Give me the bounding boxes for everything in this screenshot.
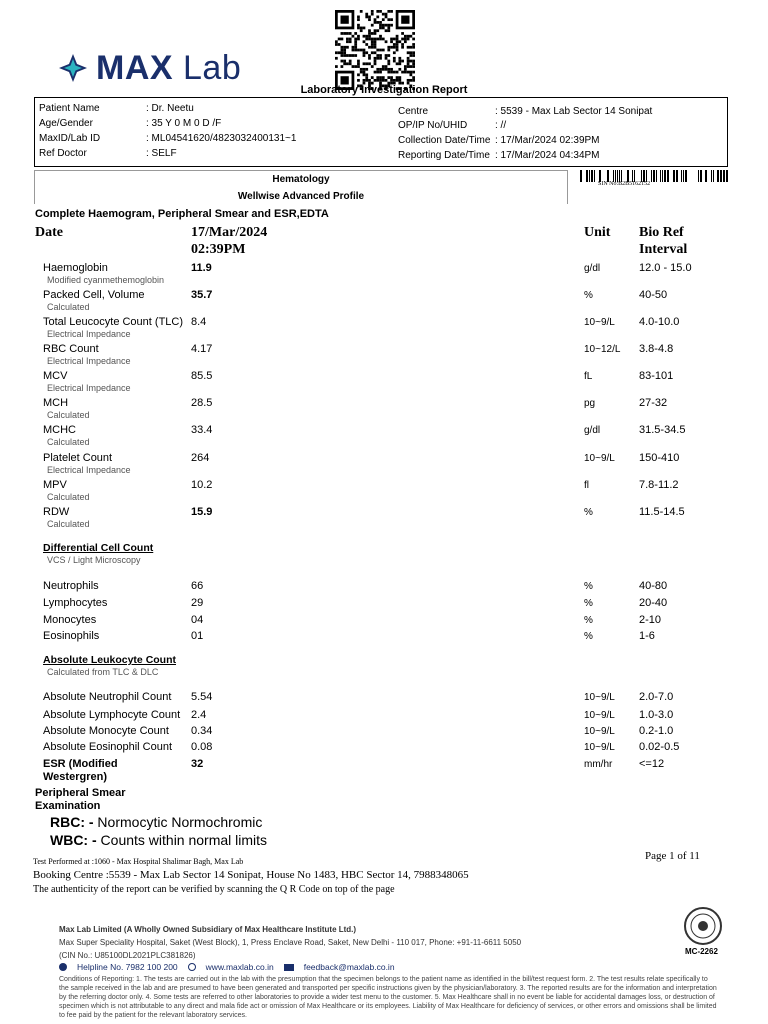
diff-name: Eosinophils xyxy=(43,630,100,642)
department-title: Hematology xyxy=(272,174,330,185)
company-address: Max Super Speciality Hospital, Saket (West Block), 1, Press Enclave Road, Saket, New Delhi - 110 017, Phone: +91-11-6611 5050 xyxy=(59,938,522,947)
company-cin: (CIN No.: U85100DL2021PLC381826) xyxy=(59,951,196,960)
mail-icon xyxy=(284,964,294,971)
test-ref: 40-50 xyxy=(639,289,668,301)
test-name: MCV xyxy=(43,370,68,382)
test-value: 28.5 xyxy=(191,397,213,409)
test-name: Platelet Count xyxy=(43,452,113,464)
abs-name: Absolute Lymphocyte Count xyxy=(43,709,181,721)
test-ref: 27-32 xyxy=(639,397,668,409)
test-unit: fL xyxy=(584,371,593,382)
collection-label: Collection Date/Time xyxy=(398,135,491,146)
diff-value: 04 xyxy=(191,614,204,626)
diff-value: 29 xyxy=(191,597,204,609)
differential-title: Differential Cell Count xyxy=(43,542,154,554)
department-header xyxy=(34,170,568,204)
test-ref: 4.0-10.0 xyxy=(639,316,680,328)
abs-name: Absolute Neutrophil Count xyxy=(43,691,172,703)
qr-code-icon xyxy=(335,10,415,90)
opip-value: : // xyxy=(495,120,507,131)
age-gender-value: : 35 Y 0 M 0 D /F xyxy=(146,118,222,129)
booking-centre: Booking Centre :5539 - Max Lab Sector 14 Sonipat, House No 1483, HBC Sector 14, 7988348065 xyxy=(33,869,469,881)
test-unit: % xyxy=(584,507,593,518)
abs-unit: 10~9/L xyxy=(584,742,615,753)
ref-doctor-value: : SELF xyxy=(146,148,177,159)
esr-name-line2: Westergren) xyxy=(43,771,107,783)
test-name: Haemoglobin xyxy=(43,262,108,274)
collection-value: : 17/Mar/2024 02:39PM xyxy=(495,135,600,146)
test-value: 33.4 xyxy=(191,424,213,436)
abs-ref: 2.0-7.0 xyxy=(639,691,674,703)
absolute-method: Calculated from TLC & DLC xyxy=(47,667,159,677)
col-ref-2: Interval xyxy=(639,242,688,257)
esr-value: 32 xyxy=(191,758,204,770)
test-ref: 12.0 - 15.0 xyxy=(639,262,692,274)
smear-rbc-value: Normocytic Normochromic xyxy=(93,814,263,830)
profile-title: Wellwise Advanced Profile xyxy=(237,191,365,202)
reporting-label: Reporting Date/Time xyxy=(398,150,490,161)
test-method: Calculated xyxy=(47,437,90,447)
smear-wbc-label: WBC: - xyxy=(50,832,97,848)
test-unit: 10~9/L xyxy=(584,317,615,328)
test-method: Modified cyanmethemoglobin xyxy=(47,275,165,285)
test-performed-at: Test Performed at :1060 - Max Hospital Shalimar Bagh, Max Lab xyxy=(33,857,244,866)
col-unit: Unit xyxy=(584,225,611,240)
test-value: 10.2 xyxy=(191,479,213,491)
abs-value: 2.4 xyxy=(191,709,207,721)
test-ref: 150-410 xyxy=(639,452,680,464)
helpline[interactable]: Helpline No. 7982 100 200 xyxy=(77,962,178,972)
test-ref: 11.5-14.5 xyxy=(639,506,685,518)
esr-unit: mm/hr xyxy=(584,759,613,770)
sin-number: SIN No:B2B5162152 xyxy=(598,181,651,187)
diff-unit: % xyxy=(584,581,593,592)
website-link[interactable]: www.maxlab.co.in xyxy=(205,962,274,972)
col-ref-1: Bio Ref xyxy=(639,225,684,240)
smear-rbc-label: RBC: - xyxy=(50,814,94,830)
test-name: Total Leucocyte Count (TLC) xyxy=(43,316,184,328)
smear-rbc xyxy=(50,814,262,830)
test-method: Electrical Impedance xyxy=(47,383,131,393)
abs-ref: 0.02-0.5 xyxy=(639,741,680,753)
diff-ref: 40-80 xyxy=(639,580,668,592)
diff-unit: % xyxy=(584,615,593,626)
maxid-value: : ML04541620/4823032400131~1 xyxy=(146,133,297,144)
patient-info-box xyxy=(34,97,728,167)
abs-ref: 1.0-3.0 xyxy=(639,709,674,721)
test-value: 35.7 xyxy=(191,289,213,301)
abs-ref: 0.2-1.0 xyxy=(639,725,674,737)
test-name: MCHC xyxy=(43,424,76,436)
test-name: RDW xyxy=(43,506,70,518)
test-method: Calculated xyxy=(47,492,90,502)
smear-wbc-value: Counts within normal limits xyxy=(96,832,268,848)
test-unit: % xyxy=(584,290,593,301)
test-method: Electrical Impedance xyxy=(47,465,131,475)
absolute-title: Absolute Leukocyte Count xyxy=(43,654,177,666)
test-unit: g/dl xyxy=(584,425,601,436)
patient-name-label: Patient Name xyxy=(39,103,100,114)
test-method: Electrical Impedance xyxy=(47,356,131,366)
abs-value: 5.54 xyxy=(191,691,213,703)
diff-unit: % xyxy=(584,631,593,642)
col-time-value: 02:39PM xyxy=(191,242,246,257)
test-value: 8.4 xyxy=(191,316,207,328)
email-link[interactable]: feedback@maxlab.co.in xyxy=(303,962,395,972)
test-value: 11.9 xyxy=(191,262,212,274)
reporting-value: : 17/Mar/2024 04:34PM xyxy=(495,150,600,161)
smear-wbc xyxy=(50,832,267,848)
esr-ref: <=12 xyxy=(639,758,665,770)
test-name: MPV xyxy=(43,479,67,491)
test-method: Calculated xyxy=(47,410,90,420)
contact-bar xyxy=(59,962,395,972)
test-name: Packed Cell, Volume xyxy=(43,289,145,301)
diff-unit: % xyxy=(584,598,593,609)
opip-label: OP/IP No/UHID xyxy=(398,120,468,131)
page-number: Page 1 of 11 xyxy=(645,850,700,862)
smear-title-line2: Examination xyxy=(35,800,101,812)
diff-name: Monocytes xyxy=(43,614,97,626)
test-value: 4.17 xyxy=(191,343,213,355)
test-value: 264 xyxy=(191,452,210,464)
section-title: Complete Haemogram, Peripheral Smear and ESR,EDTA xyxy=(35,208,329,220)
mc-number: MC-2262 xyxy=(685,947,718,956)
test-name: RBC Count xyxy=(43,343,99,355)
test-ref: 83-101 xyxy=(639,370,674,382)
test-ref: 31.5-34.5 xyxy=(639,424,686,436)
conditions-of-reporting: Conditions of Reporting: 1. The tests are carried out in the lab with the presumption that the specimen belongs to the patient name as identified in the bill/test request form. 2. The test results relate specifically to the sample received in the lab and are presumed to have been generated and transported per specific instructions given by the physician/laboratory. 3. The reported results are for the information and interpretation by the referring doctor only. 4. Some tests are referred to other laboratories to provide a wider test menu to the customer. 5. Max Healthcare shall in no event be liable for accidental damages loss, or destruction of specimen which is not attributable to any direct and mala fide act or omission of Max Healthcare or its employees. Liability of Max Healthcare for deficiency of services, or other errors and omissions shall be limited to fee paid by the patient for the relevant laboratory services. xyxy=(59,976,717,1019)
centre-value: : 5539 - Max Lab Sector 14 Sonipat xyxy=(495,106,653,117)
test-value: 15.9 xyxy=(191,506,213,518)
max-star-icon xyxy=(58,53,88,83)
company-info xyxy=(59,923,521,962)
maxid-label: MaxID/Lab ID xyxy=(39,133,101,144)
authenticity-note: The authenticity of the report can be verified by scanning the Q R Code on top of the page xyxy=(33,884,395,895)
patient-name-value: : Dr. Neetu xyxy=(146,103,194,114)
nabl-seal-icon xyxy=(678,906,728,946)
centre-label: Centre xyxy=(398,106,429,117)
age-gender-label: Age/Gender xyxy=(39,118,93,129)
abs-unit: 10~9/L xyxy=(584,692,615,703)
diff-value: 66 xyxy=(191,580,204,592)
logo-bold-text: MAX xyxy=(96,48,174,87)
col-date-value: 17/Mar/2024 xyxy=(191,225,268,240)
report-title: Laboratory Investigation Report xyxy=(300,84,468,96)
differential-method: VCS / Light Microscopy xyxy=(47,555,141,565)
diff-ref: 1-6 xyxy=(639,630,655,642)
col-date: Date xyxy=(35,225,63,240)
test-value: 85.5 xyxy=(191,370,213,382)
test-method: Calculated xyxy=(47,302,90,312)
test-ref: 7.8-11.2 xyxy=(639,479,679,491)
test-method: Electrical Impedance xyxy=(47,329,131,339)
company-name: Max Lab Limited (A Wholly Owned Subsidiary of Max Healthcare Institute Ltd.) xyxy=(59,925,357,934)
abs-name: Absolute Monocyte Count xyxy=(43,725,169,737)
logo-light-text: Lab xyxy=(183,48,242,87)
diff-ref: 20-40 xyxy=(639,597,668,609)
test-method: Calculated xyxy=(47,519,90,529)
diff-value: 01 xyxy=(191,630,204,642)
smear-title-line1: Peripheral Smear xyxy=(35,787,126,799)
abs-name: Absolute Eosinophil Count xyxy=(43,741,173,753)
abs-unit: 10~9/L xyxy=(584,710,615,721)
test-unit: g/dl xyxy=(584,263,601,274)
abs-unit: 10~9/L xyxy=(584,726,615,737)
diff-name: Neutrophils xyxy=(43,580,99,592)
test-unit: 10~12/L xyxy=(584,344,621,355)
phone-icon xyxy=(59,963,67,971)
test-name: MCH xyxy=(43,397,69,409)
test-ref: 3.8-4.8 xyxy=(639,343,674,355)
test-unit: 10~9/L xyxy=(584,453,615,464)
test-unit: fl xyxy=(584,480,589,491)
diff-name: Lymphocytes xyxy=(43,597,108,609)
abs-value: 0.34 xyxy=(191,725,213,737)
test-unit: pg xyxy=(584,398,596,409)
max-lab-logo xyxy=(58,48,241,88)
abs-value: 0.08 xyxy=(191,741,213,753)
ref-doctor-label: Ref Doctor xyxy=(39,148,87,159)
esr-name-line1: ESR (Modified xyxy=(43,758,118,770)
diff-ref: 2-10 xyxy=(639,614,662,626)
globe-icon xyxy=(188,963,196,971)
